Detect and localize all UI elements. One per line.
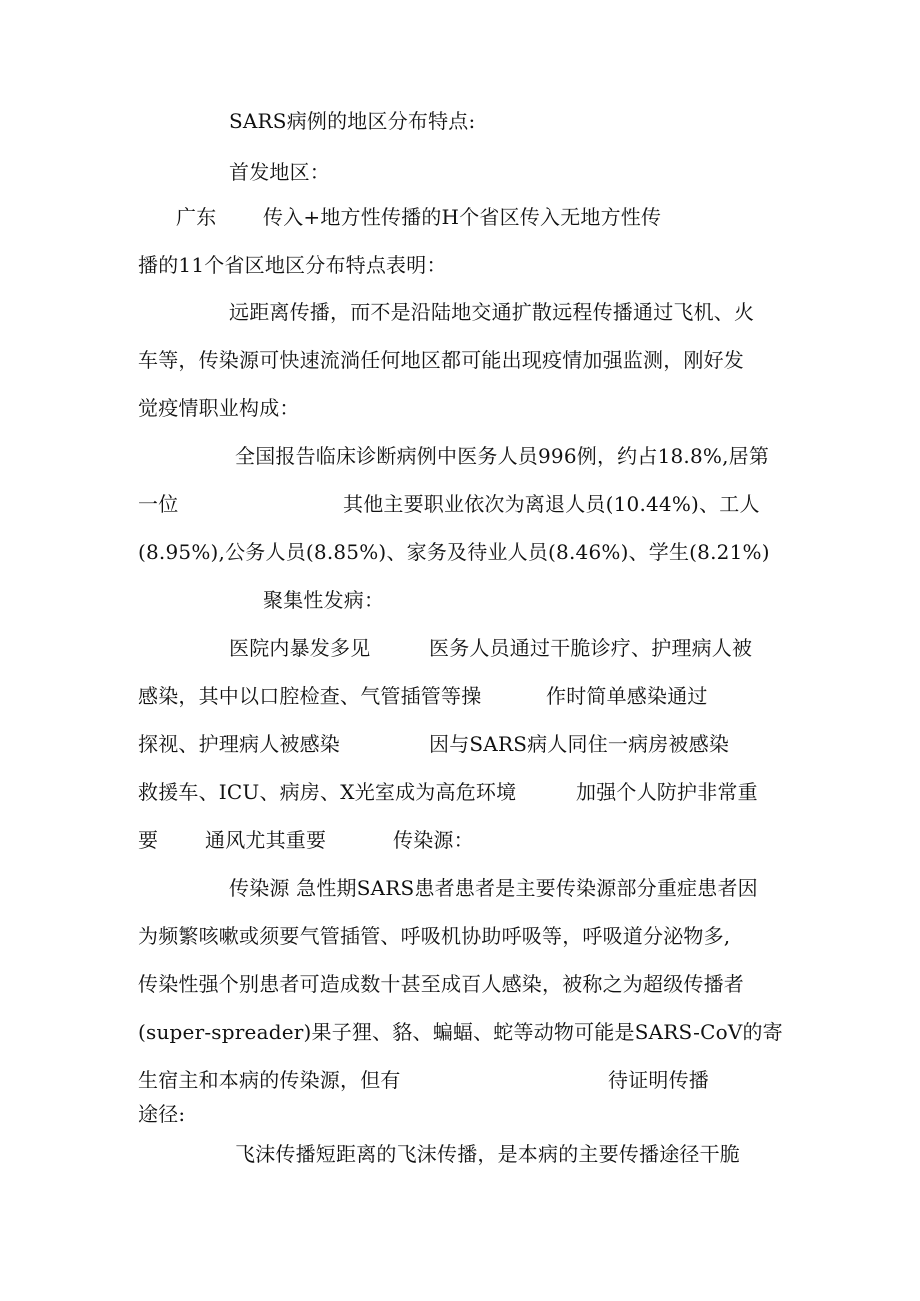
text-line: 要 (138, 828, 159, 852)
text-line: 一位 (138, 492, 179, 516)
text-line: 医院内暴发多见 (229, 636, 371, 660)
text-line: 飞沫传播短距离的飞沫传播，是本病的主要传播途径干脆 (235, 1142, 740, 1166)
text-line: 传染性强个别患者可造成数十甚至成百人感染，被称之为超级传播者 (138, 972, 744, 996)
text-line: 播的11个省区地区分布特点表明： (138, 253, 447, 277)
text-line: (super-spreader)果子狸、貉、蝙蝠、蛇等动物可能是SARS-CoV的寄 (138, 1020, 783, 1044)
text-line: 其他主要职业依次为离退人员(10.44%)、工人 (343, 492, 760, 516)
text-line: 车等，传染源可快速流淌任何地区都可能出现疫情加强监测，刚好发 (138, 348, 744, 372)
subheading-first-region: 首发地区： (229, 160, 330, 184)
text-line: 广东 (176, 205, 217, 229)
text-line: 传入+地方性传播的H个省区传入无地方性传 (263, 205, 662, 229)
subheading-infection-source: 传染源： (393, 828, 474, 852)
text-line: (8.95%),公务人员(8.85%)、家务及待业人员(8.46%)、学生(8.21%) (138, 540, 770, 564)
text-line: 感染，其中以口腔检查、气管插管等操 (138, 684, 482, 708)
heading-sars-regional-distribution: SARS病例的地区分布特点: (229, 109, 476, 133)
text-line: 医务人员通过干脆诊疗、护理病人被 (429, 636, 753, 660)
text-line: 作时简单感染通过 (546, 684, 708, 708)
text-line: 为频繁咳嗽或须要气管插管、呼吸机协助呼吸等，呼吸道分泌物多, (138, 924, 731, 948)
subheading-cluster-outbreak: 聚集性发病： (263, 588, 385, 612)
text-line: 全国报告临床诊断病例中医务人员996例，约占18.8%,居第 (235, 444, 770, 468)
text-line: 通风尤其重要 (205, 828, 327, 852)
text-line: 加强个人防护非常重 (576, 780, 758, 804)
text-line: 待证明传播 (608, 1068, 709, 1092)
text-line: 生宿主和本病的传染源，但有 (138, 1068, 401, 1092)
subheading-transmission-route: 途径: (138, 1102, 186, 1126)
text-line: 救援车、ICU、病房、X光室成为高危环境 (138, 780, 517, 804)
text-line: 探视、护理病人被感染 (138, 732, 340, 756)
text-line: 远距离传播，而不是沿陆地交通扩散远程传播通过飞机、火 (229, 300, 755, 324)
text-line: 因与SARS病人同住一病房被感染 (429, 732, 730, 756)
text-line: 觉疫情职业构成： (138, 396, 300, 420)
text-line: 传染源 急性期SARS患者患者是主要传染源部分重症患者因 (229, 876, 758, 900)
